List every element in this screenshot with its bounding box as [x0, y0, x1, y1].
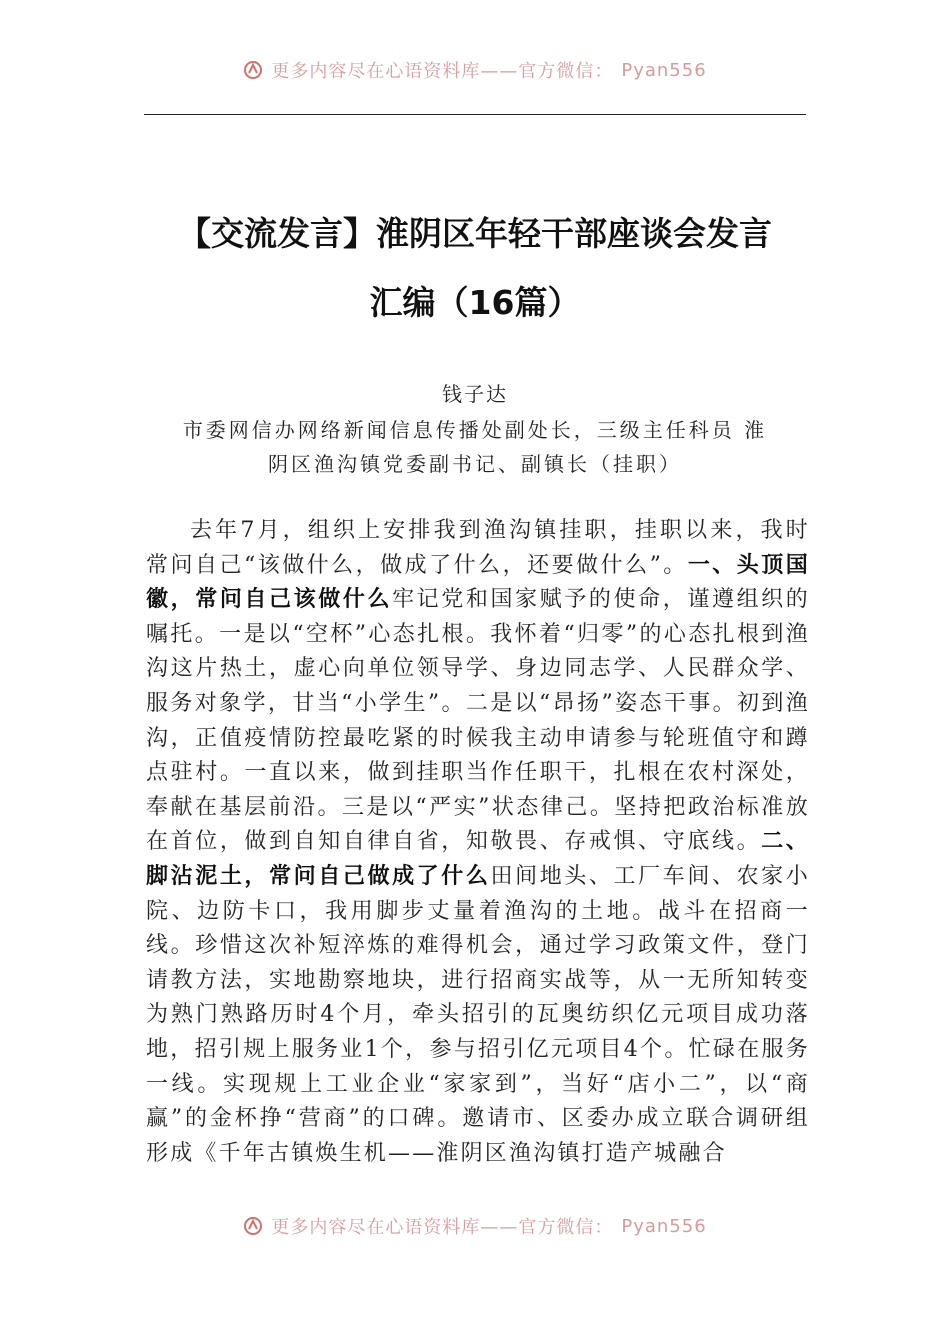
watermark-handle: Pyan556 — [621, 59, 707, 81]
body-text-section-2: 田间地头、工厂车间、农家小院、边防卡口，我用脚步丈量着渔沟的土地。战斗在招商一线。珍惜这次补短淬炼的难得机会，通过学习政策文件，登门请教方法，实地勘察地块，进行招商实战等，从一无所知转变为熟门熟路历时4个月，牵头招引的瓦奥纺织亿元项目成功落地，招引规上服务业1个，参与招引亿元项目4个。忙碌在服务一线。实现规上工业企业“家家到”，当好“店小二”，以“商赢”的金杯挣“营商”的口碑。邀请市、区委办成立联合调研组形成《千年古镇焕生机——淮阴区渔沟镇打造产城融合 — [146, 863, 810, 1166]
document-title-line-2: 汇编（16篇） — [369, 283, 581, 322]
body-text-section-1: 牢记党和国家赋予的使命，谨遵组织的嘱托。一是以“空杯”心态扎根。我怀着“归零”的心态扎根到渔沟这片热土，虚心向单位领导学、身边同志学、人民群众学、服务对象学，甘当“小学生”。二是以“昂扬”姿态干事。初到渔沟，正值疫情防控最吃紧的时候我主动申请参与轮班值守和蹲点驻村。一直以来，做到挂职当作任职干，扎根在农村深处，奉献在基层前沿。三是以“严实”状态律己。坚持把政治标准放在首位，做到自知自律自省，知敬畏、存戒惧、守底线。 — [146, 587, 810, 855]
watermark-logo-icon — [243, 1216, 263, 1236]
author-affiliation-line-2: 阴区渔沟镇党委副书记、副镇长（挂职） — [268, 452, 682, 476]
watermark-bottom — [0, 1212, 950, 1240]
watermark-handle: Pyan556 — [621, 1215, 707, 1237]
section-heading-2: 二、脚沾泥土，常问自己做成了什么 — [146, 829, 810, 889]
header-rule — [144, 114, 806, 115]
watermark-text: 更多内容尽在心语资料库——官方微信： — [271, 61, 614, 82]
body-text-intro: 去年7月，组织上安排我到渔沟镇挂职，挂职以来，我时常问自己“该做什么，做成了什么，还要做什么”。 — [146, 518, 810, 578]
body-paragraph — [146, 514, 810, 1171]
author-name: 钱子达 — [442, 382, 508, 406]
watermark-text: 更多内容尽在心语资料库——官方微信： — [271, 1217, 614, 1238]
watermark-top — [0, 56, 950, 84]
section-heading-1: 一、头顶国徽，常问自己该做什么 — [146, 552, 810, 613]
document-title-line-1: 【交流发言】淮阴区年轻干部座谈会发言 — [178, 214, 772, 253]
watermark-logo-icon — [243, 60, 263, 80]
document-body — [146, 514, 810, 1171]
author-affiliation-line-1: 市委网信办网络新闻信息传播处副处长，三级主任科员 淮 — [182, 418, 768, 442]
